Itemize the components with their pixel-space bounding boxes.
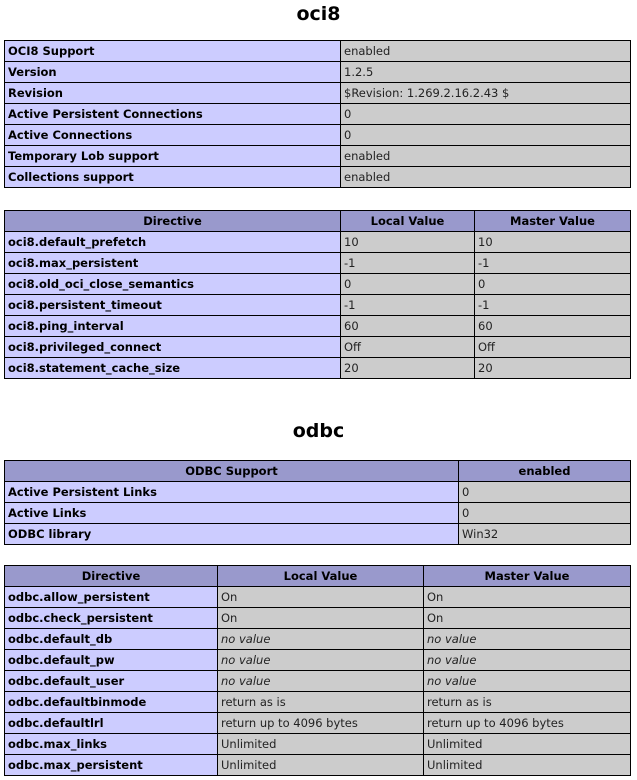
info-label: Active Persistent Connections [5, 104, 341, 125]
table-row [5, 295, 631, 316]
directive-name: odbc.max_persistent [5, 755, 218, 776]
local-value: -1 [341, 295, 475, 316]
odbc-section-title: odbc [292, 420, 345, 442]
local-value-column-header: Local Value [341, 211, 475, 232]
local-value: Unlimited [218, 734, 424, 755]
table-row [5, 274, 631, 295]
info-label: Active Links [5, 503, 459, 524]
odbc-support-header: ODBC Support [5, 461, 459, 482]
master-value: On [424, 608, 631, 629]
info-value: 0 [459, 503, 631, 524]
table-row [5, 358, 631, 379]
master-value [424, 671, 631, 692]
local-value: -1 [341, 253, 475, 274]
table-header-row [5, 461, 631, 482]
directive-name: oci8.ping_interval [5, 316, 341, 337]
directive-name: oci8.privileged_connect [5, 337, 341, 358]
master-value: On [424, 587, 631, 608]
table-row [5, 232, 631, 253]
table-row [5, 587, 631, 608]
local-value: 60 [341, 316, 475, 337]
no-value-text: no value [221, 632, 271, 646]
master-value: -1 [475, 295, 631, 316]
directive-name: odbc.allow_persistent [5, 587, 218, 608]
directive-column-header: Directive [5, 211, 341, 232]
directive-name: oci8.persistent_timeout [5, 295, 341, 316]
table-row [5, 503, 631, 524]
info-label: Active Persistent Links [5, 482, 459, 503]
directive-name: oci8.statement_cache_size [5, 358, 341, 379]
table-row [5, 482, 631, 503]
table-row [5, 125, 631, 146]
table-row [5, 524, 631, 545]
info-label: Temporary Lob support [5, 146, 341, 167]
info-label: Active Connections [5, 125, 341, 146]
local-value: return as is [218, 692, 424, 713]
info-value: enabled [341, 167, 631, 188]
info-value: 0 [341, 104, 631, 125]
master-value: Unlimited [424, 755, 631, 776]
master-value: 20 [475, 358, 631, 379]
table-row [5, 253, 631, 274]
table-row [5, 734, 631, 755]
info-label: ODBC library [5, 524, 459, 545]
info-value: enabled [341, 146, 631, 167]
directive-name: odbc.default_user [5, 671, 218, 692]
table-row [5, 608, 631, 629]
directive-name: oci8.max_persistent [5, 253, 341, 274]
oci8-info-table [4, 40, 631, 188]
table-row [5, 104, 631, 125]
table-header-row [5, 566, 631, 587]
table-row [5, 83, 631, 104]
local-value-column-header: Local Value [218, 566, 424, 587]
master-value: 0 [475, 274, 631, 295]
no-value-text: no value [427, 674, 477, 688]
table-row [5, 713, 631, 734]
local-value: 20 [341, 358, 475, 379]
local-value [218, 671, 424, 692]
directive-name: oci8.default_prefetch [5, 232, 341, 253]
odbc-info-table [4, 460, 631, 545]
info-label: OCI8 Support [5, 41, 341, 62]
local-value [218, 650, 424, 671]
directive-name: odbc.default_db [5, 629, 218, 650]
directive-name: odbc.defaultbinmode [5, 692, 218, 713]
table-header-row [5, 211, 631, 232]
directive-name: odbc.defaultlrl [5, 713, 218, 734]
directive-name: odbc.check_persistent [5, 608, 218, 629]
master-value-column-header: Master Value [424, 566, 631, 587]
info-value: 0 [459, 482, 631, 503]
table-row [5, 671, 631, 692]
directive-name: oci8.old_oci_close_semantics [5, 274, 341, 295]
table-row [5, 167, 631, 188]
master-value: Unlimited [424, 734, 631, 755]
oci8-section-title: oci8 [296, 3, 341, 25]
info-value: Win32 [459, 524, 631, 545]
table-row [5, 629, 631, 650]
directive-column-header: Directive [5, 566, 218, 587]
info-value: $Revision: 1.269.2.16.2.43 $ [341, 83, 631, 104]
table-row [5, 650, 631, 671]
master-value: 60 [475, 316, 631, 337]
odbc-directives-table [4, 565, 631, 776]
master-value: Off [475, 337, 631, 358]
local-value: Unlimited [218, 755, 424, 776]
master-value [424, 650, 631, 671]
master-value: -1 [475, 253, 631, 274]
directive-name: odbc.max_links [5, 734, 218, 755]
directive-name: odbc.default_pw [5, 650, 218, 671]
local-value [218, 629, 424, 650]
master-value: 10 [475, 232, 631, 253]
info-label: Version [5, 62, 341, 83]
table-row [5, 337, 631, 358]
info-value: enabled [341, 41, 631, 62]
local-value: On [218, 587, 424, 608]
info-value: 1.2.5 [341, 62, 631, 83]
table-row [5, 692, 631, 713]
master-value: return up to 4096 bytes [424, 713, 631, 734]
no-value-text: no value [221, 653, 271, 667]
no-value-text: no value [221, 674, 271, 688]
table-row [5, 41, 631, 62]
local-value: 0 [341, 274, 475, 295]
table-row [5, 316, 631, 337]
local-value: return up to 4096 bytes [218, 713, 424, 734]
local-value: 10 [341, 232, 475, 253]
table-row [5, 755, 631, 776]
table-row [5, 146, 631, 167]
info-label: Collections support [5, 167, 341, 188]
odbc-support-status: enabled [459, 461, 631, 482]
oci8-directives-table [4, 210, 631, 379]
master-value-column-header: Master Value [475, 211, 631, 232]
info-label: Revision [5, 83, 341, 104]
no-value-text: no value [427, 632, 477, 646]
master-value [424, 629, 631, 650]
local-value: On [218, 608, 424, 629]
table-row [5, 62, 631, 83]
master-value: return as is [424, 692, 631, 713]
no-value-text: no value [427, 653, 477, 667]
local-value: Off [341, 337, 475, 358]
info-value: 0 [341, 125, 631, 146]
